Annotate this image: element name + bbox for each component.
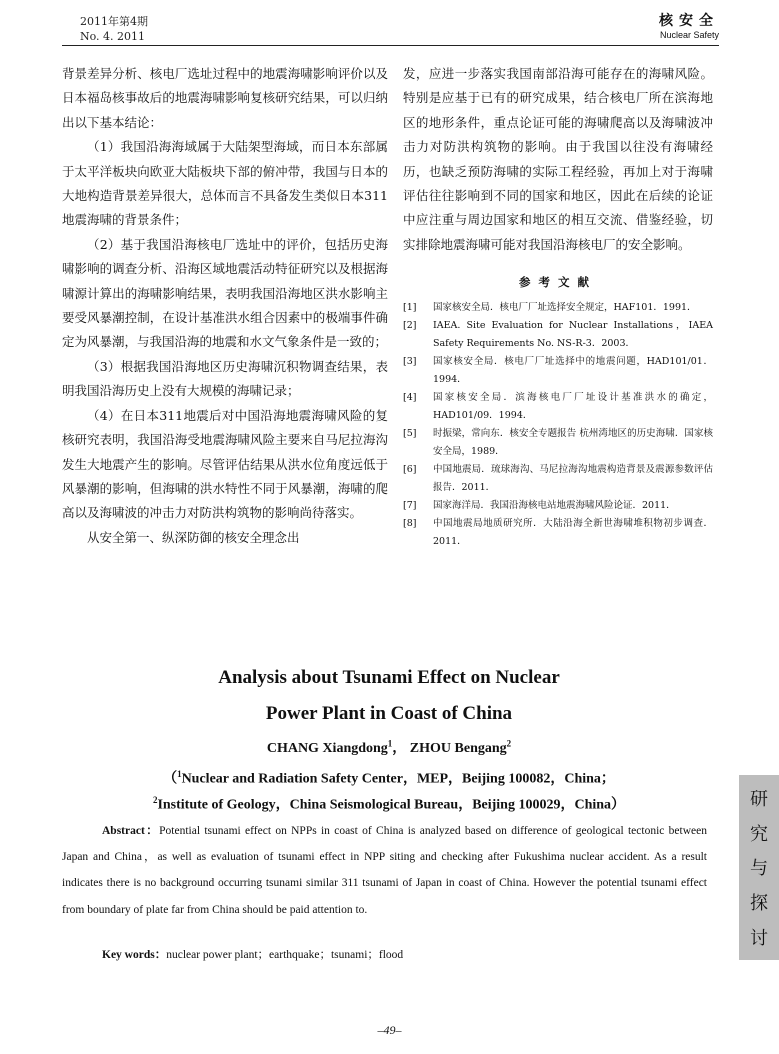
affiliation-1: [62, 764, 716, 790]
reference-item: [403, 461, 713, 497]
reference-list: [403, 299, 713, 551]
reference-number: [1]: [403, 302, 417, 314]
references-title: 参考文献: [519, 275, 597, 290]
reference-number: [8]: [403, 518, 417, 530]
affiliation-2: [62, 790, 716, 816]
right-column: [403, 62, 713, 551]
keywords-label: Key words：: [102, 949, 167, 961]
side-tab-char: 研: [750, 789, 768, 811]
affiliation-mark: 2: [152, 795, 158, 805]
reference-text: 中国地震局．琉球海沟、马尼拉海沟地震构造背景及震源参数评估报告．2011．: [433, 464, 713, 494]
reference-text: 中国地震局地质研究所．大陆沿海全新世海啸堆积物初步调查．2011．: [433, 518, 713, 548]
reference-item: [403, 353, 713, 389]
journal-name: [659, 12, 719, 41]
keywords-text: nuclear power plant；earthquake；tsunami；flood: [166, 949, 404, 961]
reference-item: [403, 515, 713, 551]
paragraph: 背景差异分析、核电厂选址过程中的地震海啸影响评价以及日本福岛核事故后的地震海啸影响复核研究结果，可以归纳出以下基本结论：: [62, 66, 388, 130]
reference-number: [2]: [403, 320, 417, 332]
reference-item: [403, 389, 713, 425]
reference-number: [7]: [403, 500, 417, 512]
issue-cn: 2011年第4期: [80, 15, 148, 28]
reference-item: [403, 317, 713, 353]
paragraph: （3）根据我国沿海地区历史海啸沉积物调查结果，表明我国沿海历史上没有大规模的海啸记录；: [62, 358, 388, 399]
keywords: [102, 946, 403, 962]
abstract: [62, 818, 707, 923]
side-tab-char: 与: [750, 858, 768, 880]
journal-en: Nuclear Safety: [659, 30, 719, 40]
author-affil-mark: 1: [387, 738, 393, 749]
reference-text: 国家核安全局．核电厂厂址选择中的地震问题，HAD101/01．1994．: [433, 356, 713, 386]
reference-text: 国家海洋局．我国沿海核电站地震海啸风险论证．2011．: [433, 500, 676, 512]
reference-number: [4]: [403, 392, 417, 404]
side-tab-char: 讨: [750, 927, 768, 949]
english-title-line-2: Power Plant in Coast of China: [265, 703, 513, 724]
author-name: CHANG Xiangdong: [266, 741, 388, 756]
author-affil-mark: 2: [506, 738, 512, 749]
side-tab-char: 探: [750, 893, 768, 915]
reference-number: [3]: [403, 356, 417, 368]
reference-number: [5]: [403, 428, 417, 440]
reference-text: IAEA. Site Evaluation for Nuclear Installations，IAEA Safety Requirements No. NS-R-3．2003．: [433, 320, 713, 350]
english-authors: [62, 737, 716, 757]
abstract-label: Abstract：: [102, 825, 160, 837]
header-divider: [62, 45, 719, 46]
paragraph: 发，应进一步落实我国南部沿海可能存在的海啸风险。特别是应基于已有的研究成果，结合核电厂所在滨海地区的地形条件，重点论证可能的海啸爬高以及海啸波冲击力对防洪构筑物的影响。由于我国以往没有海啸经历，也缺乏预防海啸的实际工程经验，再加上对于海啸评估往往影响到不同的国家和地区，因此在后续的论证中应注重与周边国家和地区的相互交流、借鉴经验，切实排除地震海啸可能对我国沿海核电厂的安全影响。: [403, 66, 713, 252]
issue-en: No. 4. 2011: [80, 30, 146, 43]
reference-item: [403, 299, 713, 317]
journal-cn: 核安全: [659, 13, 719, 29]
side-tab-char: 究: [750, 823, 768, 845]
issue-info: [80, 14, 148, 44]
left-column: [62, 62, 388, 550]
author-separator: ，: [392, 741, 407, 756]
english-title-line-1: Analysis about Tsunami Effect on Nuclear: [218, 667, 560, 688]
affiliation-mark: 1: [177, 769, 182, 779]
paragraph: （2）基于我国沿海核电厂选址中的评价，包括历史海啸影响的调查分析、沿海区域地震活动特征研究以及根据海啸源计算出的海啸影响结果，表明我国沿海地区洪水影响主要受风暴潮控制，在设计基准洪水组合因素中的极端事件确定为风暴潮，与我国沿海的地震和水文气象条件是一致的；: [62, 236, 388, 350]
reference-item: [403, 425, 713, 461]
reference-text: 国家核安全局．核电厂厂址选择安全规定，HAF101．1991．: [433, 302, 697, 314]
paragraph: （1）我国沿海海域属于大陆架型海域，而日本东部属于太平洋板块向欧亚大陆板块下部的俯冲带，我国与日本的大地构造背景差异很大，总体而言不具备发生类似日本311地震海啸的背景条件；: [62, 139, 388, 228]
reference-item: [403, 497, 713, 515]
abstract-text: Potential tsunami effect on NPPs in coast of China is analyzed based on difference of geological tectonic between Japan and China，as well as evaluation of tsunami effect in NPP siting and checking after Fukushima nuclear accident. As a result indicates there is no background occurring tsunami similar 311 tsunami of Japan in coast of China. However the potential tsunami effect from boundary of plate far from China should be paid attention to.: [62, 825, 707, 916]
section-side-tab: [739, 775, 779, 960]
affiliation-text: Nuclear and Radiation Safety Center，MEP，Beijing 100082，China；: [181, 771, 615, 787]
paragraph: 从安全第一、纵深防御的核安全理念出: [87, 529, 300, 545]
author-name: ZHOU Bengang: [409, 741, 507, 756]
affiliation-open-paren: （: [163, 771, 178, 787]
reference-text: 时振梁，常向东．核安全专题报告 杭州湾地区的历史海啸．国家核安全局，1989．: [433, 428, 713, 458]
affiliation-text: Institute of Geology，China Seismological Bureau，Beijing 100029，China）: [157, 797, 626, 813]
reference-text: 国家核安全局．滨海核电厂厂址设计基准洪水的确定，HAD101/09．1994．: [433, 392, 713, 422]
page-number: –49–: [377, 1023, 402, 1037]
reference-number: [6]: [403, 464, 417, 476]
paragraph: （4）在日本311地震后对中国沿海地震海啸风险的复核研究表明，我国沿海受地震海啸风险主要来自马尼拉海沟发生大地震产生的影响。尽管评估结果从洪水位角度远低于风暴潮的影响，但海啸的洪水特性不同于风暴潮，海啸的爬高以及海啸波的冲击力对防洪构筑物的影响尚待落实。: [62, 407, 388, 521]
